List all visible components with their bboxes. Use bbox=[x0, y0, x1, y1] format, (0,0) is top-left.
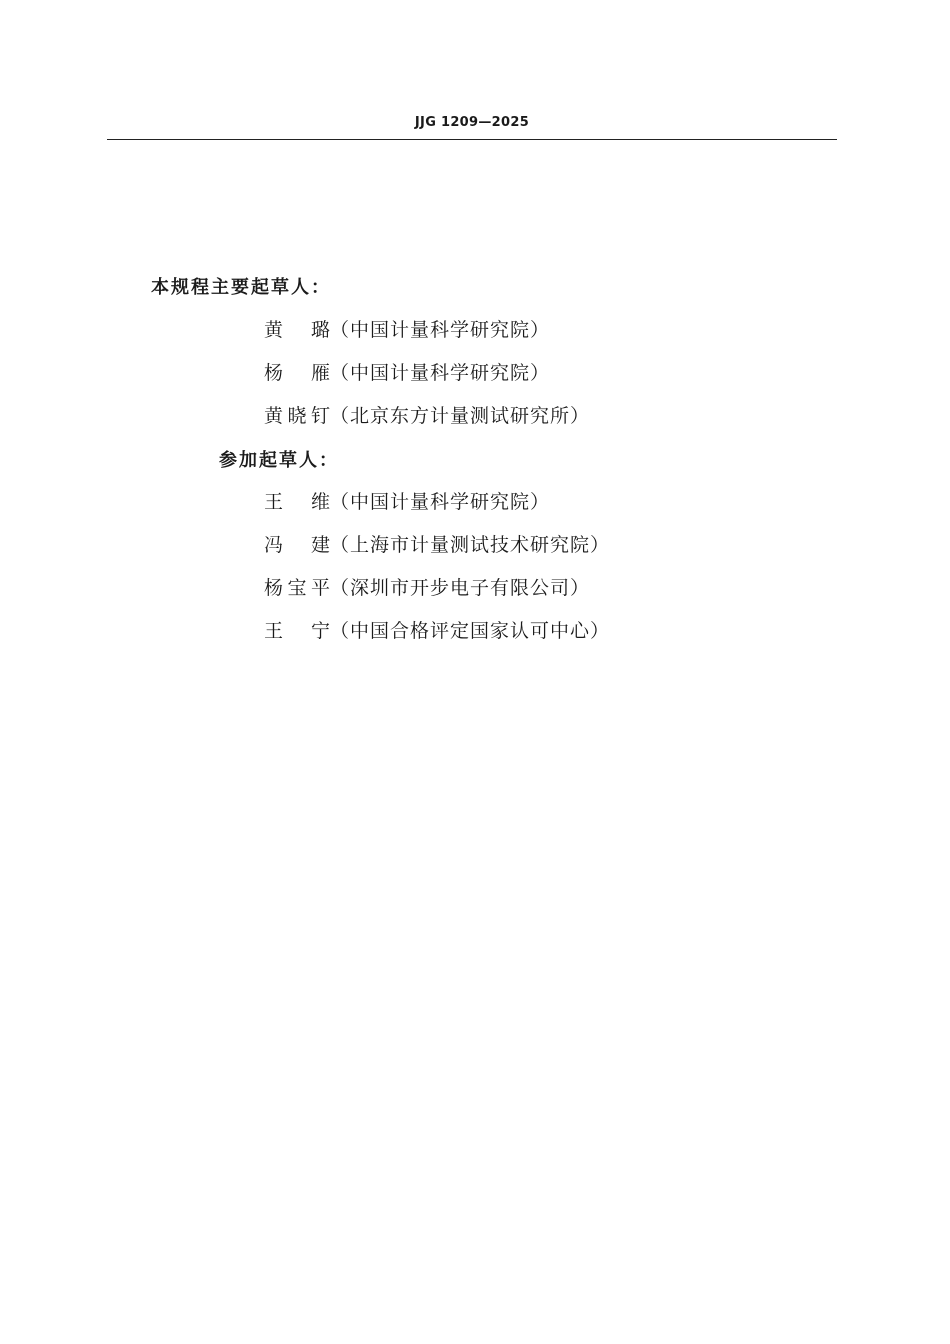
drafter-organization: （中国合格评定国家认可中心） bbox=[330, 620, 611, 642]
participating-drafter-row bbox=[264, 573, 590, 600]
document-code: JJG 1209—2025 bbox=[414, 115, 530, 130]
drafter-organization: （中国计量科学研究院） bbox=[330, 362, 551, 384]
drafter-organization: （北京东方计量测试研究所） bbox=[330, 405, 591, 427]
drafter-name: 王 维 bbox=[264, 491, 330, 513]
drafter-organization: （中国计量科学研究院） bbox=[330, 491, 551, 513]
drafter-organization: （上海市计量测试技术研究院） bbox=[330, 534, 611, 556]
drafter-name: 黄 璐 bbox=[264, 319, 330, 341]
participating-drafter-row bbox=[264, 530, 610, 557]
participating-drafter-row bbox=[264, 487, 550, 514]
main-drafter-row bbox=[264, 315, 550, 342]
drafter-name: 黄晓钉 bbox=[264, 405, 330, 427]
participating-drafter-row bbox=[264, 616, 610, 643]
participating-drafters-heading: 参加起草人： bbox=[219, 450, 339, 471]
main-drafter-row bbox=[264, 358, 550, 385]
main-drafters-heading: 本规程主要起草人： bbox=[151, 277, 331, 298]
drafter-organization: （深圳市开步电子有限公司） bbox=[330, 577, 591, 599]
drafter-name: 杨宝平 bbox=[264, 577, 330, 599]
main-drafter-row bbox=[264, 401, 590, 428]
page-header bbox=[107, 112, 837, 140]
drafter-organization: （中国计量科学研究院） bbox=[330, 319, 551, 341]
drafter-name: 王 宁 bbox=[264, 620, 330, 642]
drafter-name: 杨 雁 bbox=[264, 362, 330, 384]
drafter-name: 冯 建 bbox=[264, 534, 330, 556]
